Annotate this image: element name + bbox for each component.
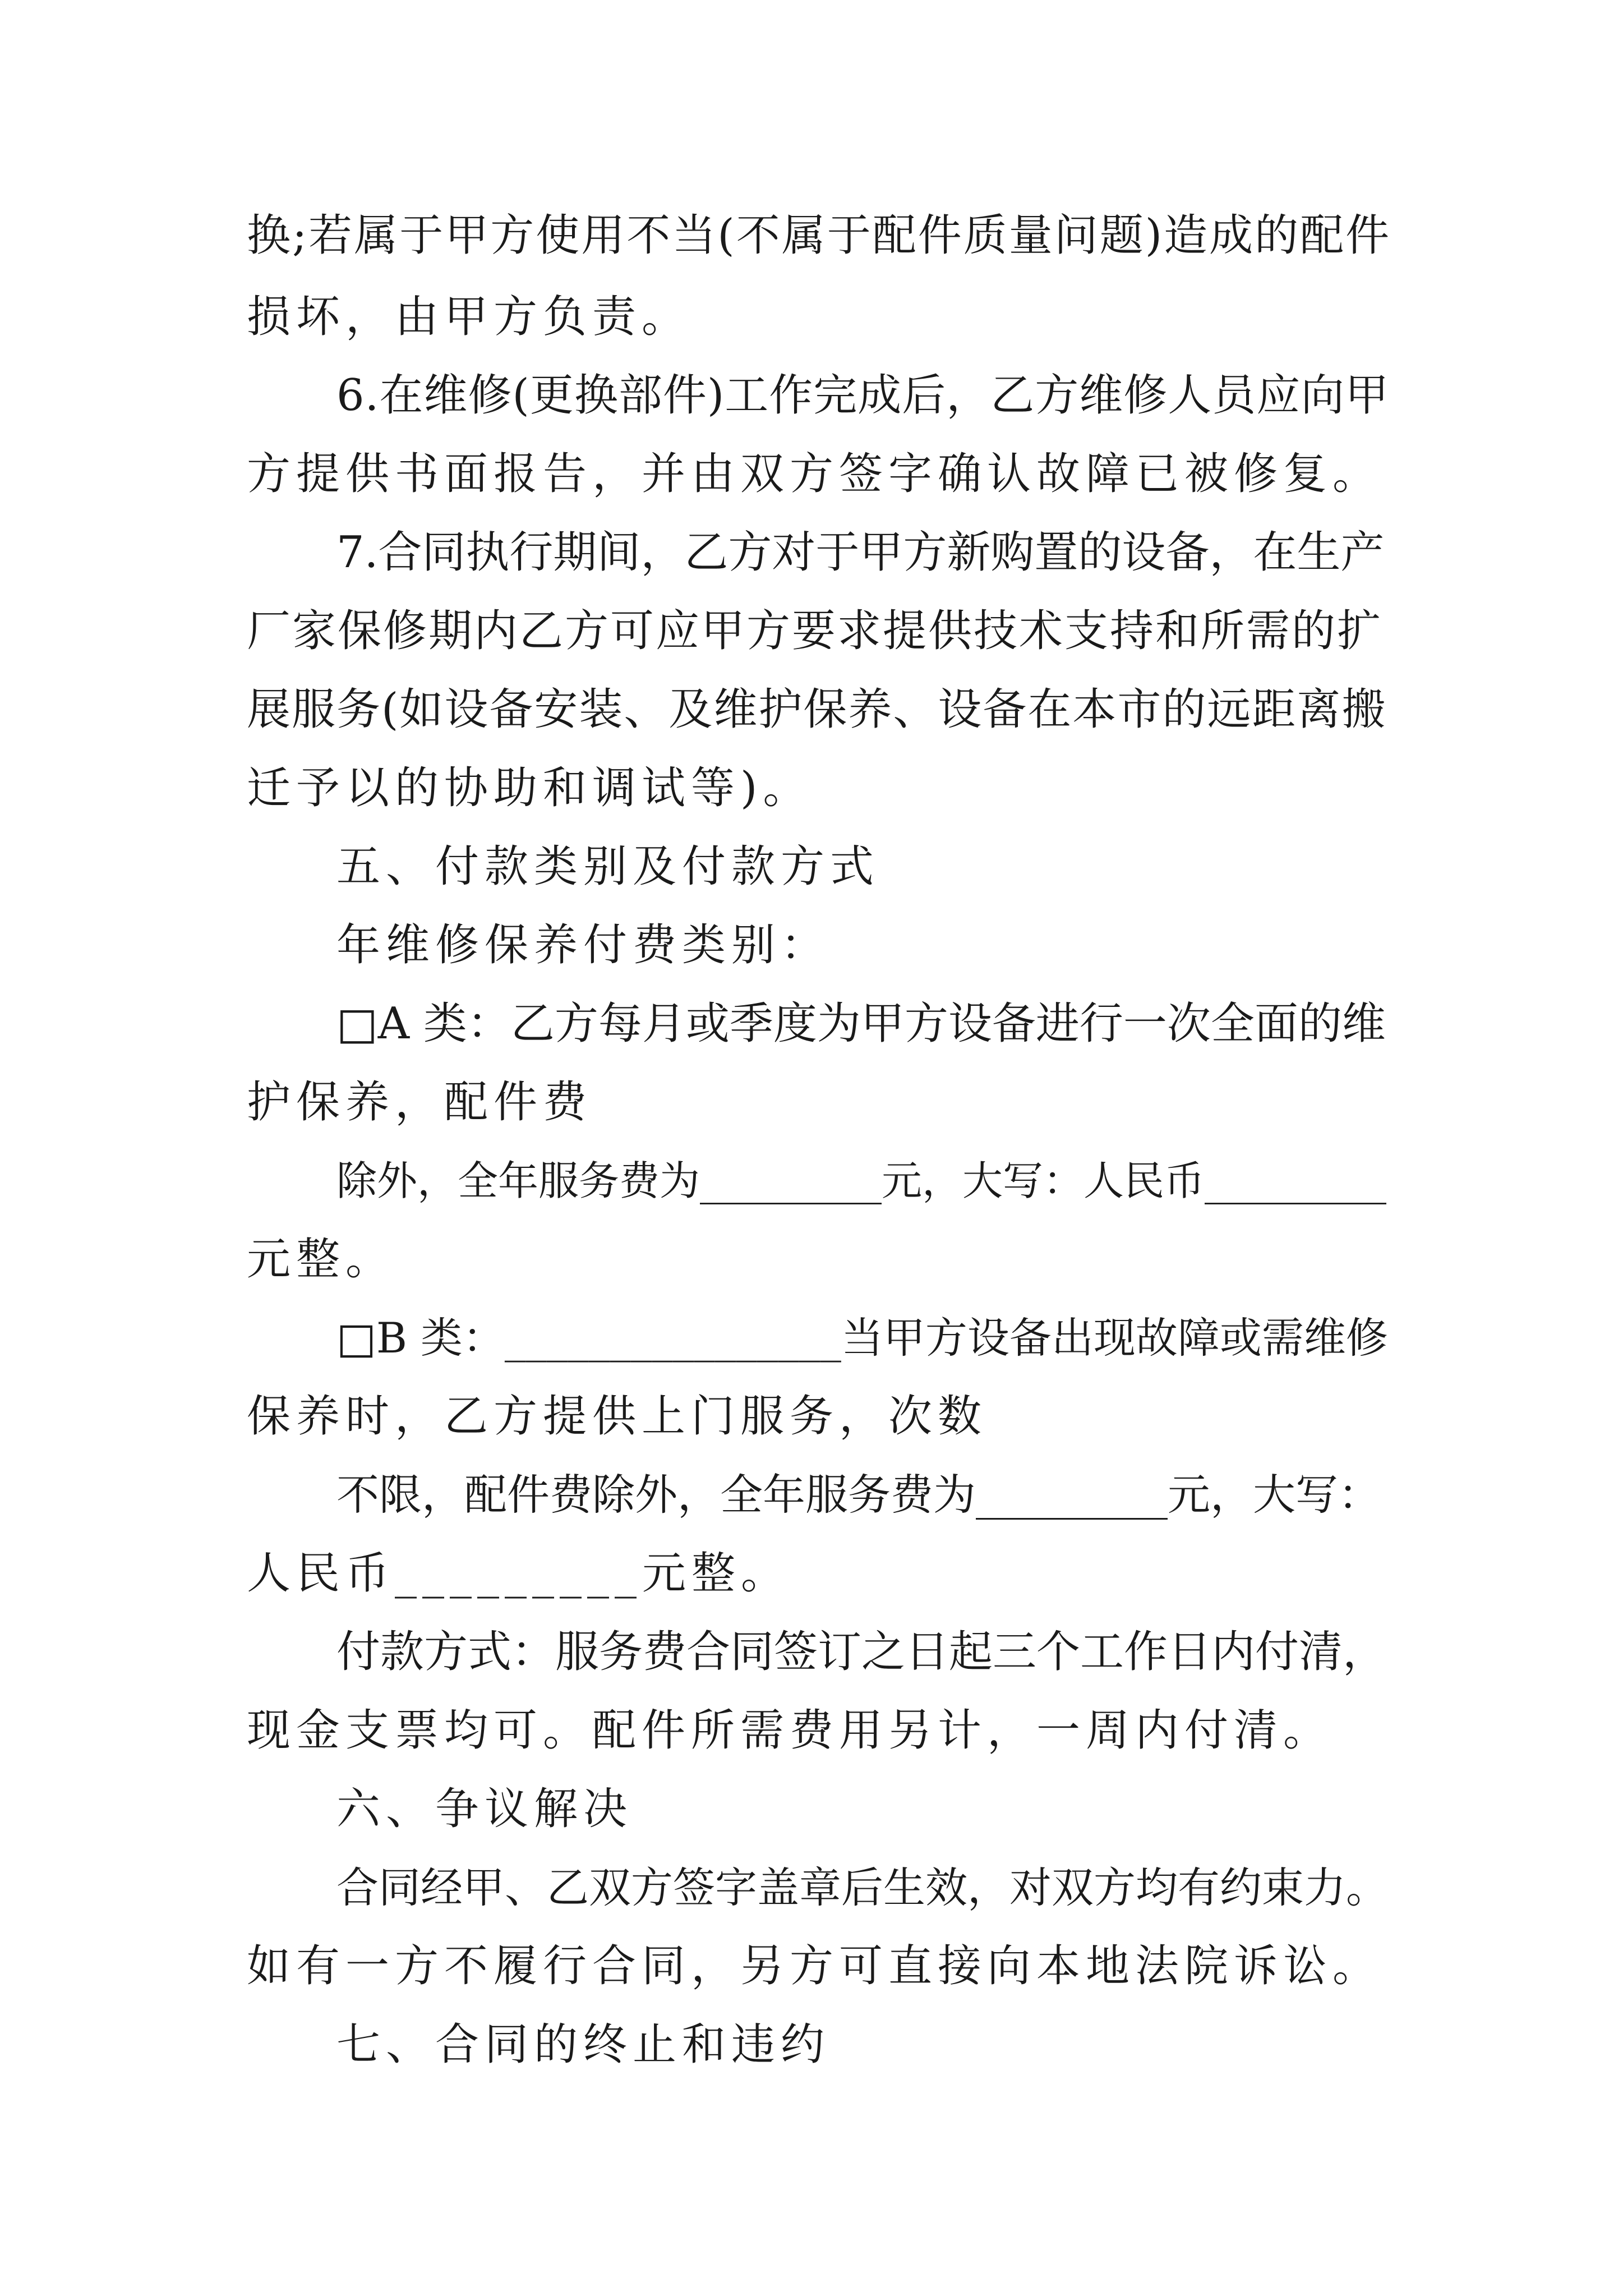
payment-method-line-1: 付款方式：服务费合同签订之日起三个工作日内付清，	[336, 1627, 1387, 1677]
text-line-5: 7.合同执行期间，乙方对于甲方新购置的设备，在生产	[336, 527, 1385, 578]
text-line-6: 厂家保修期内乙方可应甲方要求提供技术支持和所需的扩	[247, 606, 1383, 656]
text-line-2: 损坏，由甲方负责。	[247, 292, 691, 342]
text-line-7: 展服务(如设备安装、及维护保养、设备在本市的远距离搬	[247, 684, 1387, 735]
dispute-line-2: 如有一方不履行合同，另方可直接向本地法院诉讼。	[247, 1941, 1382, 1991]
section-heading-termination: 七、合同的终止和违约	[336, 2019, 831, 2070]
option-b-line-4: 人民币_________元整。	[247, 1548, 791, 1599]
text-line-1: 换;若属于甲方使用不当(不属于配件质量问题)造成的配件	[247, 210, 1391, 261]
dispute-line-1: 合同经甲、乙双方签字盖章后生效，对双方均有约束力。	[336, 1863, 1389, 1912]
payment-method-line-2: 现金支票均可。配件所需费用另计，一周内付清。	[247, 1705, 1333, 1756]
text-line-3: 6.在维修(更换部件)工作完成后，乙方维修人员应向甲	[336, 370, 1390, 421]
option-b-line-2: 保养时，乙方提供上门服务，次数	[247, 1391, 988, 1442]
option-a-line-3: 除外，全年服务费为_________元，大写：人民币_________	[336, 1157, 1387, 1204]
option-a-line-2: 护保养，配件费	[247, 1077, 593, 1128]
option-b-line-3: 不限，配件费除外，全年服务费为_________元，大写：	[336, 1470, 1381, 1520]
option-a-line-4: 元整。	[247, 1234, 395, 1285]
text-line-8: 迁予以的协助和调试等)。	[247, 763, 813, 813]
text-line-4: 方提供书面报告，并由双方签字确认故障已被修复。	[247, 449, 1382, 499]
section-heading-dispute: 六、争议解决	[336, 1784, 633, 1834]
option-b-line-1: □B 类：________________当甲方设备出现故障或需维修	[336, 1313, 1388, 1363]
text-line-10: 年维修保养付费类别：	[336, 920, 831, 970]
section-heading-payment: 五、付款类别及付款方式	[336, 841, 880, 892]
option-a-line-1: □A 类：乙方每月或季度为甲方设备进行一次全面的维	[336, 999, 1386, 1049]
